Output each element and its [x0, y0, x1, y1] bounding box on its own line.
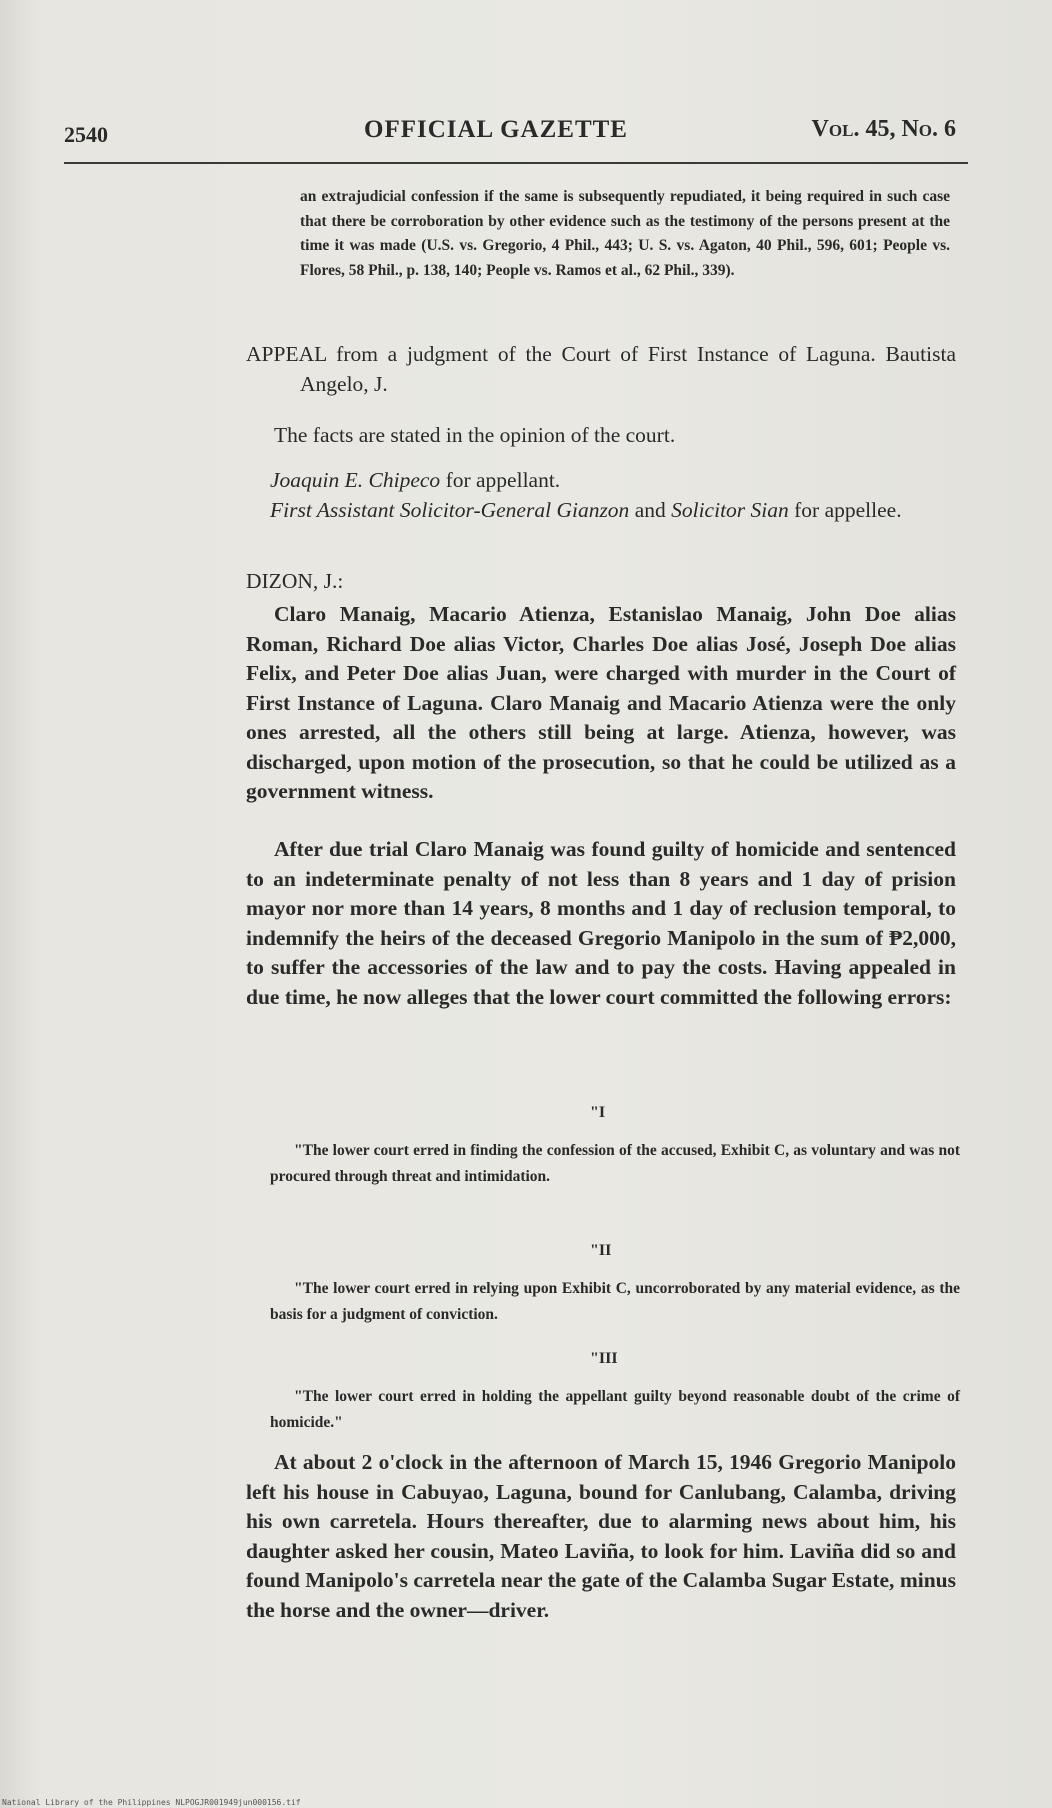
page-number: 2540 — [64, 122, 108, 147]
error-text-2: "The lower court erred in relying upon Exhibit C, uncorroborated by any material evidence, as the basis for a judgment of conviction. — [270, 1280, 960, 1323]
page-header — [64, 112, 956, 152]
appellant-counsel-name: Joaquin E. Chipeco — [270, 468, 441, 492]
error-text-3: "The lower court erred in holding the appellant guilty beyond reasonable doubt of the crime of homicide." — [270, 1388, 960, 1431]
appellee-counsel-name-1: First Assistant Solicitor-General Gianzon — [270, 497, 630, 522]
appeal-text: APPEAL from a judgment of the Court of First Instance of Laguna. Bautista Angelo, J. — [246, 342, 956, 396]
syllabus-text: an extrajudicial confession if the same is subsequently repudiated, it being required in such case that there be corroboration by other evidence such as the testimony of the persons present at the time it was made (U.S. vs. Gregorio, 4 Phil., 443; U. S. vs. Agaton, 40 Phil., 596, 601; People vs. Flores, 58 Phil., p. 138, 140; People vs. Ramos et al., 62 Phil., 339). — [300, 188, 950, 279]
appellant-counsel — [270, 466, 960, 496]
opinion-paragraph-2: After due trial Claro Manaig was found guilty of homicide and sentenced to an indeterminate penalty of not less than 8 years and 1 day of prision mayor nor more than 14 years, 8 months and 1 day of reclusion temporal, to indemnify the heirs of the deceased Gregorio Manipolo in the sum of ₱2,000, to suffer the accessories of the law and to pay the costs. Having appealed in due time, he now alleges that the lower court committed the following errors: — [246, 837, 956, 1009]
error-numeral-1: "I — [590, 1104, 606, 1121]
counsel-block — [270, 466, 960, 525]
volume-number: Vol. 45, No. 6 — [811, 116, 956, 142]
appellee-counsel — [270, 496, 960, 526]
error-numeral-2: "II — [590, 1242, 612, 1259]
header-rule — [64, 162, 968, 164]
error-text-1: "The lower court erred in finding the confession of the accused, Exhibit C, as voluntary and was not procured through threat and intimidation. — [270, 1142, 960, 1185]
running-title: OFFICIAL GAZETTE — [364, 116, 628, 143]
facts-statement: The facts are stated in the opinion of the court. — [274, 423, 676, 447]
judge-name: DIZON, J.: — [246, 569, 344, 593]
appellee-counsel-name-2: Solicitor Sian — [671, 497, 789, 522]
opinion-paragraph-3: At about 2 o'clock in the afternoon of March 15, 1946 Gregorio Manipolo left his house in Cabuyao, Laguna, bound for Canlubang, Calamba, driving his own carretela. Hours thereafter, due to alarming news about him, his daughter asked her cousin, Mateo Laviña, to look for him. Laviña did so and found Manipolo's carretela near the gate of the Calamba Sugar Estate, minus the horse and the owner—driver. — [246, 1450, 956, 1622]
opinion-paragraph-1: Claro Manaig, Macario Atienza, Estanislao Manaig, John Doe alias Roman, Richard Doe alias Victor, Charles Doe alias José, Joseph Doe alias Felix, and Peter Doe alias Juan, were charged with murder in the Court of First Instance of Laguna. Claro Manaig and Macario Atienza were the only ones arrested, all the others still being at large. Atienza, however, was discharged, upon motion of the prosecution, so that he could be utilized as a government witness. — [246, 602, 956, 803]
appellee-role: for appellee. — [794, 497, 902, 522]
scan-footer: National Library of the Philippines NLPOGJR001949jun000156.tif — [2, 1798, 301, 1807]
appeal-paragraph — [246, 340, 956, 399]
appellant-role: for appellant. — [445, 468, 561, 492]
appellee-and: and — [634, 497, 666, 522]
error-numeral-3: "III — [590, 1350, 618, 1367]
